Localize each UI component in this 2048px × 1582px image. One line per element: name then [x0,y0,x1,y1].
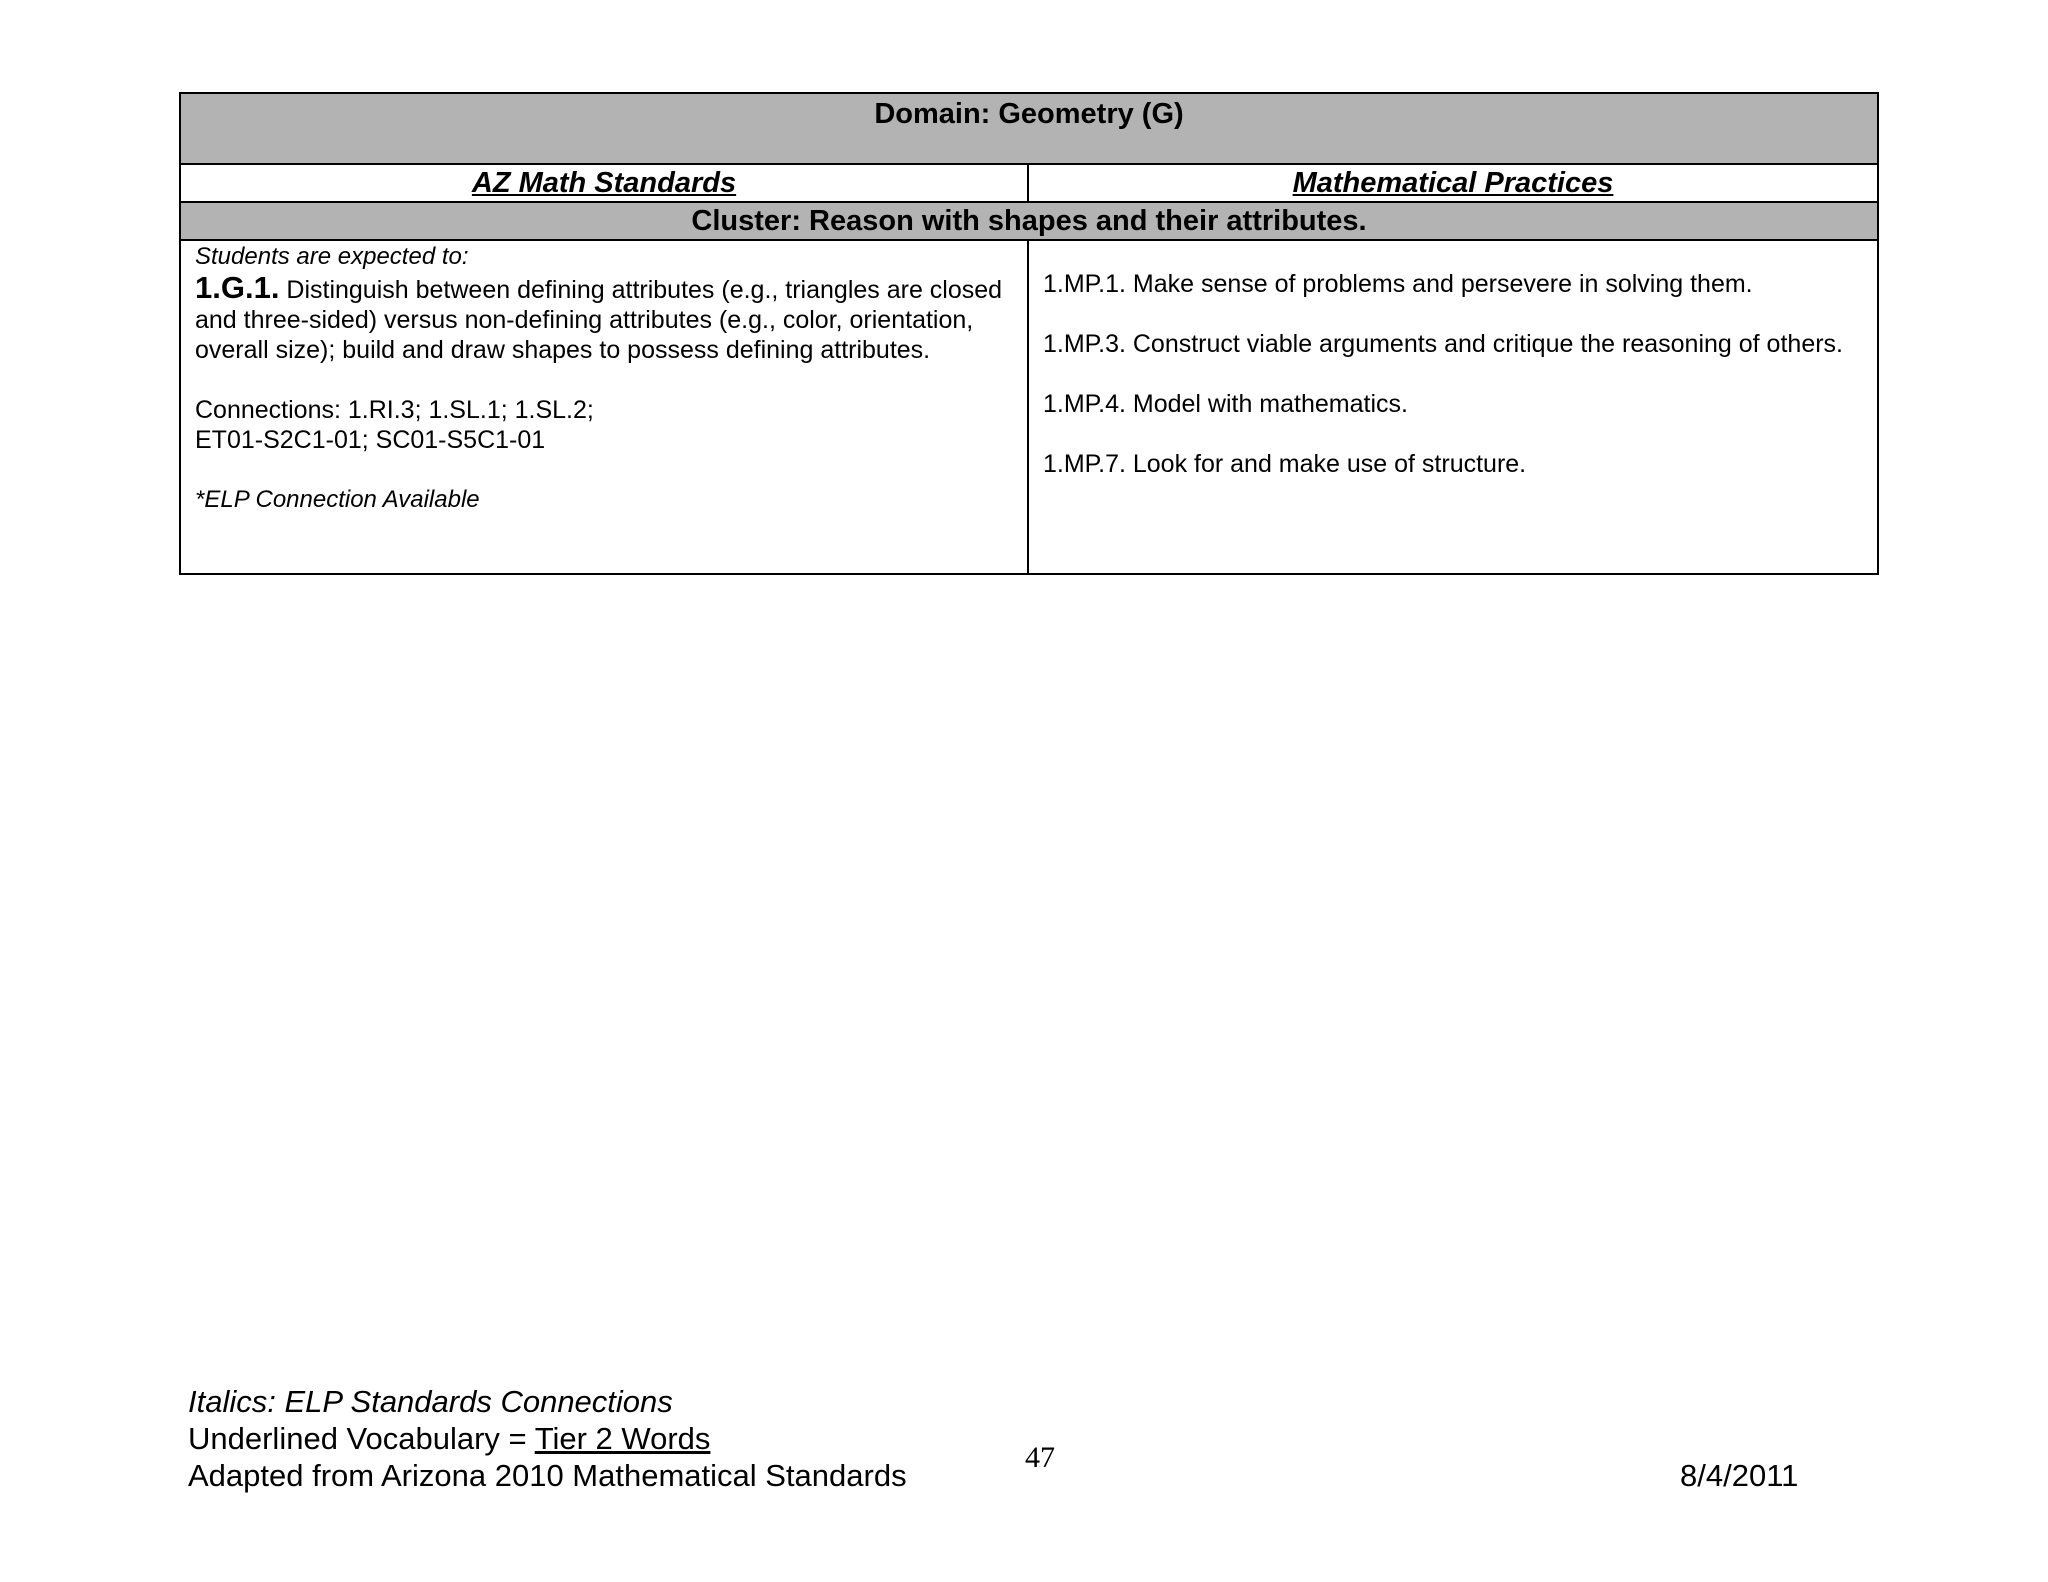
standard-row [180,240,1878,574]
connections-line-2: ET01-S2C1-01; SC01-S5C1-01 [195,426,546,454]
domain-row [180,93,1878,164]
practices-cell [1028,240,1878,574]
footer-adapted-note: Adapted from Arizona 2010 Mathematical Standards [188,1458,907,1493]
practice-item: 1.MP.4. Model with mathematics. [1043,390,1408,418]
footer-date: 8/4/2011 [1680,1458,1799,1493]
standards-table [179,92,1879,575]
mathematical-practices-header: Mathematical Practices [1028,164,1878,202]
practice-item: 1.MP.7. Look for and make use of structure. [1043,450,1527,478]
domain-title: Domain: Geometry (G) [180,93,1878,164]
standard-cell [180,240,1028,574]
footer-vocabulary-legend [188,1421,710,1457]
cluster-title: Cluster: Reason with shapes and their attributes. [180,202,1878,240]
footer-italics-legend: Italics: ELP Standards Connections [188,1384,673,1419]
practice-list [1043,269,1863,479]
page-number: 47 [1025,1441,1055,1474]
practice-item: 1.MP.1. Make sense of problems and persevere in solving them. [1043,270,1753,298]
standard-description [195,270,1015,365]
vocab-tier: Tier 2 Words [534,1421,711,1456]
column-header-row [180,164,1878,202]
elp-connection-note: *ELP Connection Available [195,486,480,513]
standard-text: Distinguish between defining attributes (e.g., triangles are closed and three-sided) versus non-defining attributes (e.g., color, orientation, overall size); build and draw shapes to possess defining attributes. [195,276,1003,364]
standard-code: 1.G.1. [195,270,280,305]
vocab-prefix: Underlined Vocabulary = [188,1421,535,1456]
connections-line-1: Connections: 1.RI.3; 1.SL.1; 1.SL.2; [195,396,594,424]
cluster-row [180,202,1878,240]
lead-in-text: Students are expected to: [195,243,469,270]
az-math-standards-header: AZ Math Standards [180,164,1028,202]
connections [195,395,1015,455]
practice-item: 1.MP.3. Construct viable arguments and critique the reasoning of others. [1043,330,1843,358]
